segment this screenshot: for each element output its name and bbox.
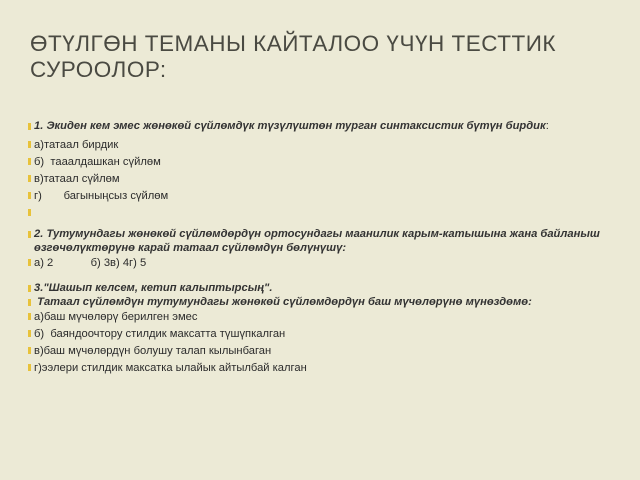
q3-option-c: в)баш мүчөлөрдүн болушу талап кылынбаган xyxy=(28,343,608,360)
q1-option-a: а)татаал бирдик xyxy=(28,137,608,154)
slide-content xyxy=(28,119,608,377)
q3-option-b: б) баяндоочтору стилдик максатта түшүпкалган xyxy=(28,326,608,343)
q1-option-b: б) тааалдашкан сүйлөм xyxy=(28,154,608,171)
question-3: Татаал сүйлөмдүн тутумундагы жөнөкөй сүйлөмдөрдүн баш мүчөлөрүнө мүнөздөмө: xyxy=(28,295,608,309)
q3-option-a: а)баш мүчөлөрү берилген эмес xyxy=(28,309,608,326)
question-3-quote: 3."Шашып келсем, кетип калыптырсың". xyxy=(28,281,608,295)
q3-option-d: г)ээлери стилдик максатка ылайык айтылбай калган xyxy=(28,360,608,377)
q1-option-d: г) багыныңсыз сүйлөм xyxy=(28,188,608,205)
q2-answers: а) 2 б) 3в) 4г) 5 xyxy=(28,255,608,272)
slide-title: ӨТҮЛГӨН ТЕМАНЫ КАЙТАЛОО ҮЧҮН ТЕСТТИК СУРООЛОР: xyxy=(30,31,556,82)
empty-bullet xyxy=(28,205,608,222)
question-2: 2. Тутумундагы жөнөкөй сүйлөмдөрдүн ортосундагы маанилик карым-катышына жана байланыш өзгөчөлүктөрүнө карай татаал сүйлөмдүн бөлүнүшү: xyxy=(28,227,608,255)
question-1 xyxy=(28,119,608,133)
question-1-text: 1. Экиден кем эмес жөнөкөй сүйлөмдүк түзүлүштөн турган синтаксистик бүтүн бирдик xyxy=(34,120,546,132)
question-1-suffix: : xyxy=(545,120,549,132)
q1-option-c: в)татаал сүйлөм xyxy=(28,171,608,188)
